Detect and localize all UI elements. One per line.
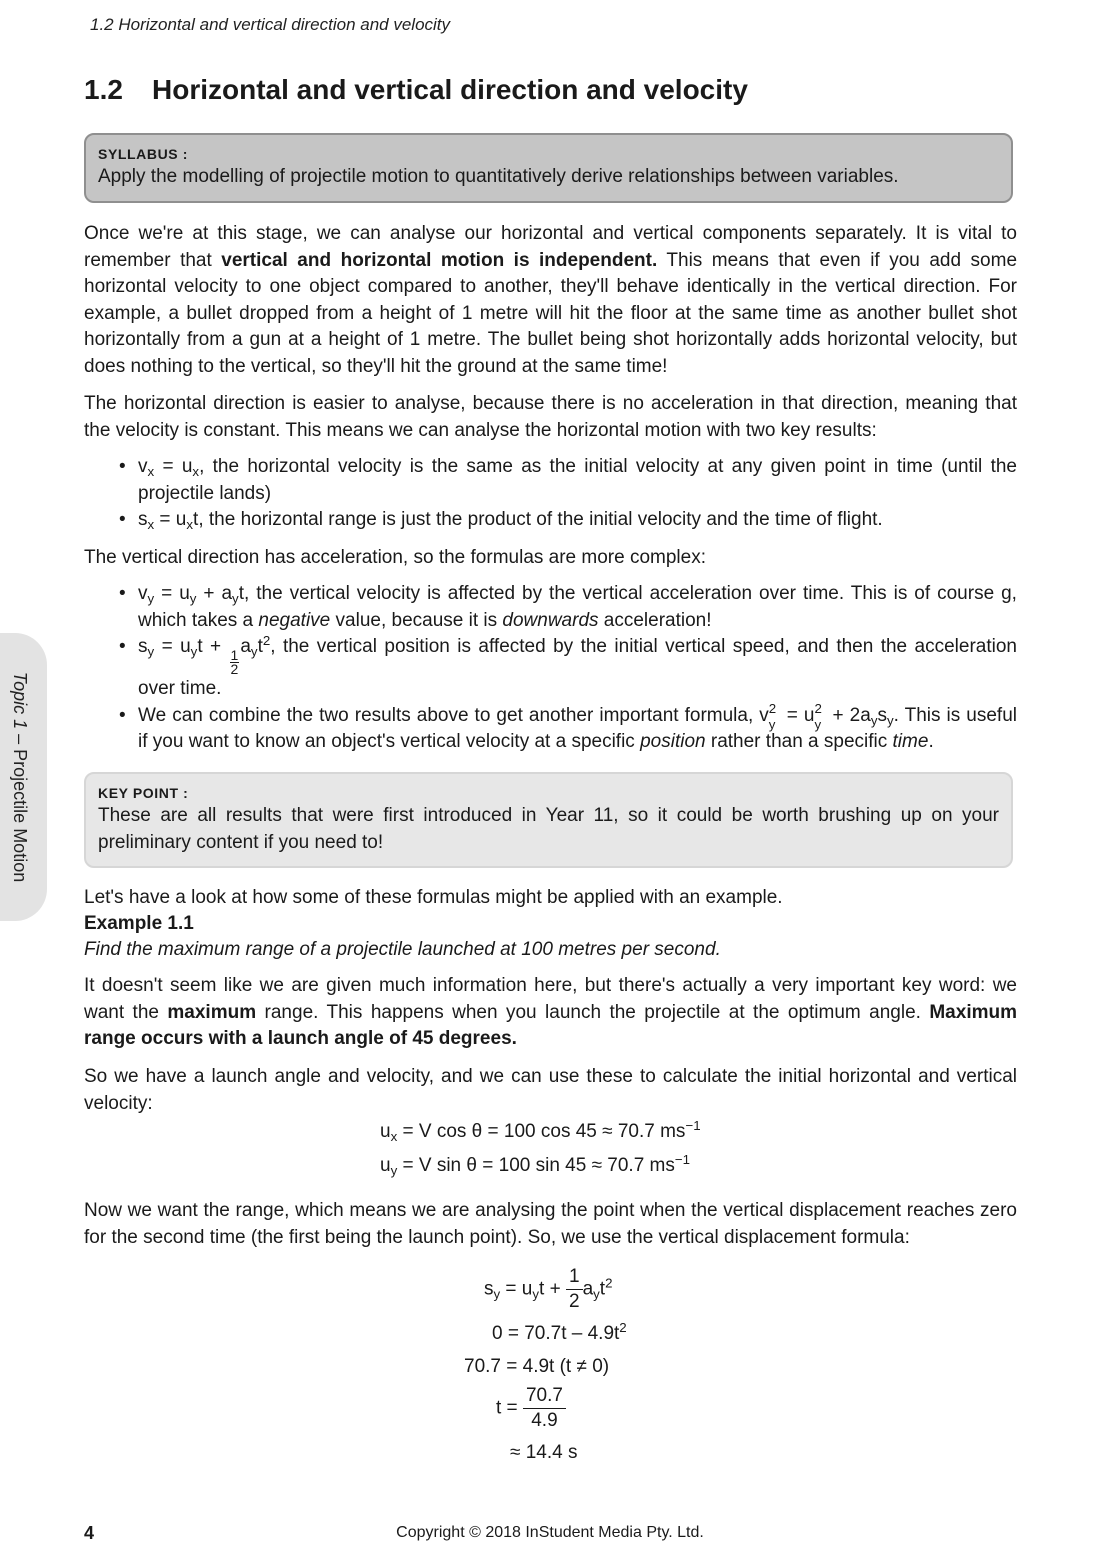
- vertical-results-list: [84, 581, 1017, 756]
- page-number: 4: [84, 1523, 95, 1543]
- paragraph-horizontal: The horizontal direction is easier to analyse, because there is no acceleration in that direction, meaning that the velocity is constant. This means we can analyse the horizontal motion with two key results:: [84, 393, 1017, 441]
- equation-t: t = $\frac{70.7}{4.9}$: [496, 1384, 566, 1433]
- key-point-text: These are all results that were first introduced in Year 11, so it could be worth brushing up on your preliminary content if you need to!: [98, 805, 999, 853]
- list-item: • $s_x = u_xt$, the horizontal range is just the product of the initial velocity and the time of flight.: [84, 507, 1017, 534]
- paragraph-launch: So we have a launch angle and velocity, and we can use these to calculate the initial horizontal and vertical velocity:: [84, 1066, 1017, 1114]
- bold-independence: vertical and horizontal motion is independent.: [221, 249, 658, 271]
- key-point-label: KEY POINT :: [98, 785, 189, 801]
- equation-ux: $u_x = V$ cos θ = 100 cos 45 ≈ 70.7 $ms^{-1}$: [380, 1118, 701, 1144]
- equation-result: ≈ 14.4 s: [510, 1442, 578, 1463]
- equation-sy: $s_y = u_yt$ + $\frac{1}{2}$ $a_yt^2$: [484, 1266, 613, 1312]
- list-item: • We can combine the two results above to get another important formula, v 2 y = u 2 y + $2a_ys_y$. This is useful if you want to know an object's vertical velocity at a specific position rather than a specific time.: [84, 703, 1017, 756]
- section-title-text: Horizontal and vertical direction and velocity: [152, 74, 748, 105]
- equation-uy: $u_y = V$ sin θ = 100 sin 45 ≈ 70.7 $ms^{-1}$: [380, 1152, 691, 1178]
- paragraph-range: Now we want the range, which means we are analysing the point when the vertical displacement reaches zero for the second time (the first being the launch point). So, we use the vertical displacement formula:: [84, 1200, 1017, 1248]
- paragraph-vertical: The vertical direction has acceleration, so the formulas are more complex:: [84, 547, 706, 568]
- copyright-notice: Copyright © 2018 InStudent Media Pty. Ltd.: [396, 1524, 704, 1541]
- running-header: 1.2 Horizontal and vertical direction and velocity: [90, 15, 451, 34]
- example-heading: Example 1.1: [84, 913, 194, 934]
- paragraph-independence: Once we're at this stage, we can analyse our horizontal and vertical components separately. It is vital to remember that vertical and horizontal motion is independent. This means that even if you add some horizontal velocity to one object compared to another, they'll behave identically in the vertical direction. For example, a bullet dropped from a height of 1 metre will hit the floor at the same time as another bullet shot horizontally from a gun at a height of 1 metre. The bullet being shot horizontally adds horizontal velocity, but does nothing to the vertical, so they'll hit the ground at the same time!: [84, 223, 1018, 377]
- section-number: 1.2: [84, 74, 123, 105]
- equation-divide: 70.7 = 4.9t (t ≠ 0): [464, 1356, 610, 1377]
- list-item: • $v_y = u_y + a_yt$, the vertical velocity is affected by the vertical acceleration over time. This is of course g, which takes a negative value, because it is downwards acceleration!: [84, 581, 1017, 634]
- syllabus-box: [84, 133, 1013, 203]
- topic-label-italic: Topic 1: [10, 671, 30, 730]
- horizontal-results-list: [84, 454, 1017, 534]
- section-title: [84, 72, 748, 108]
- list-item: • $s_y = u_yt$ + $\frac{1}{2}$ $a_yt^2$, the vertical position is affected by the initial vertical speed, and then the acceleration over time.: [84, 634, 1017, 703]
- example-question: Find the maximum range of a projectile launched at 100 metres per second.: [84, 939, 721, 960]
- topic-label-rest: – Projectile Motion: [10, 729, 30, 883]
- syllabus-label: SYLLABUS :: [98, 146, 188, 162]
- list-item: • $v_x = u_x$, the horizontal velocity is the same as the initial velocity at any given point in time (until the projectile lands): [84, 454, 1017, 507]
- paragraph-example-intro: Let's have a look at how some of these formulas might be applied with an example.: [84, 887, 783, 908]
- key-point-box: [84, 772, 1013, 868]
- equation-zero: $0 = 70.7t - 4.9t^2$: [492, 1320, 627, 1344]
- paragraph-max-range: It doesn't seem like we are given much information here, but there's actually a very important key word: we want the maximum range. This happens when you launch the projectile at the optimum angle. Maximum range occurs with a launch angle of 45 degrees.: [84, 975, 1017, 1049]
- syllabus-text: Apply the modelling of projectile motion to quantitatively derive relationships between variables.: [98, 166, 899, 187]
